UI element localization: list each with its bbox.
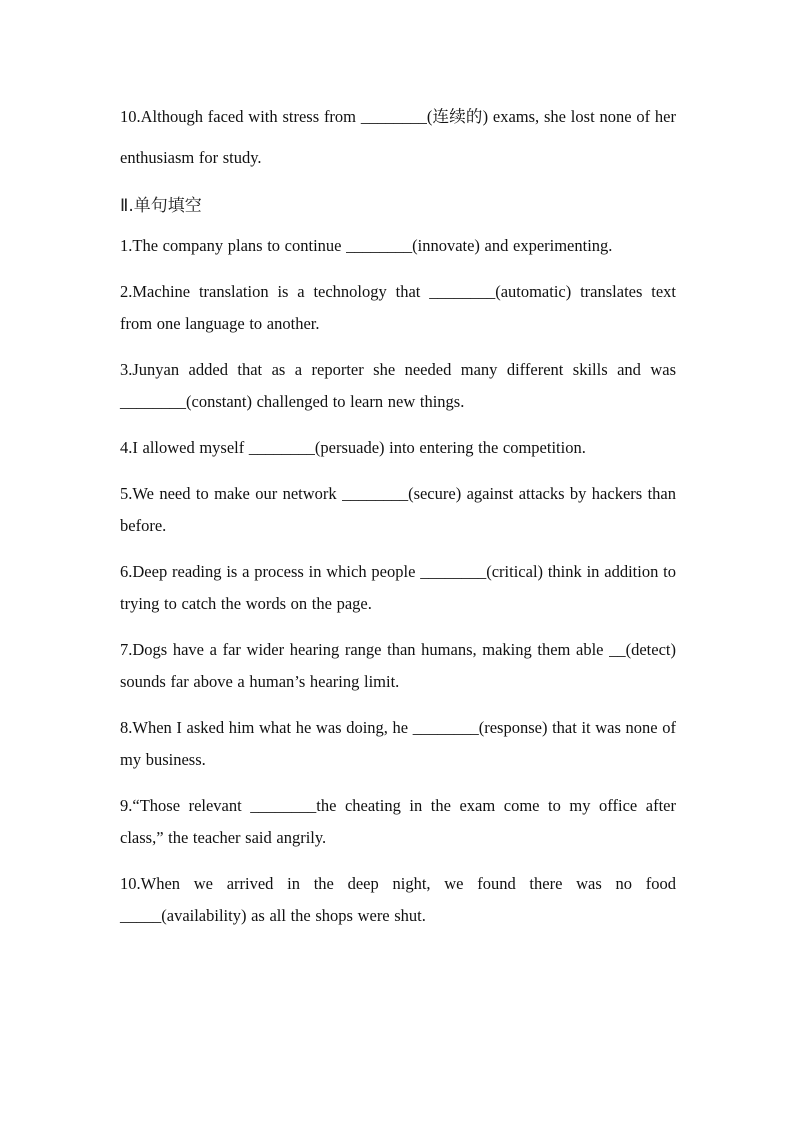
exercise-item-8: 8.When I asked him what he was doing, he ________(response) that it was none of my business. — [120, 718, 676, 769]
exercise-item-2: 2.Machine translation is a technology that ________(automatic) translates text from one language to another. — [120, 282, 676, 333]
exercise-item-3: 3.Junyan added that as a reporter she needed many different skills and was ________(constant) challenged to learn new things. — [120, 360, 676, 411]
exercise-item-prev-10: 10.Although faced with stress from ________(连续的) exams, she lost none of her enthusiasm for study. — [120, 107, 676, 167]
section-title: Ⅱ.单句填空 — [120, 196, 202, 216]
exercise-item-6: 6.Deep reading is a process in which people ________(critical) think in addition to trying to catch the words on the page. — [120, 562, 676, 613]
exercise-item-5: 5.We need to make our network ________(secure) against attacks by hackers than before. — [120, 484, 676, 535]
exercise-item-10: 10.When we arrived in the deep night, we found there was no food _____(availability) as all the shops were shut. — [120, 874, 676, 925]
exercise-item-7: 7.Dogs have a far wider hearing range than humans, making them able __(detect) sounds far above a human’s hearing limit. — [120, 640, 676, 691]
exercise-item-1: 1.The company plans to continue ________(innovate) and experimenting. — [120, 236, 613, 255]
document-page — [120, 96, 676, 932]
exercise-item-4: 4.I allowed myself ________(persuade) into entering the competition. — [120, 438, 586, 457]
exercise-item-9: 9.“Those relevant ________the cheating in the exam come to my office after class,” the teacher said angrily. — [120, 796, 676, 847]
